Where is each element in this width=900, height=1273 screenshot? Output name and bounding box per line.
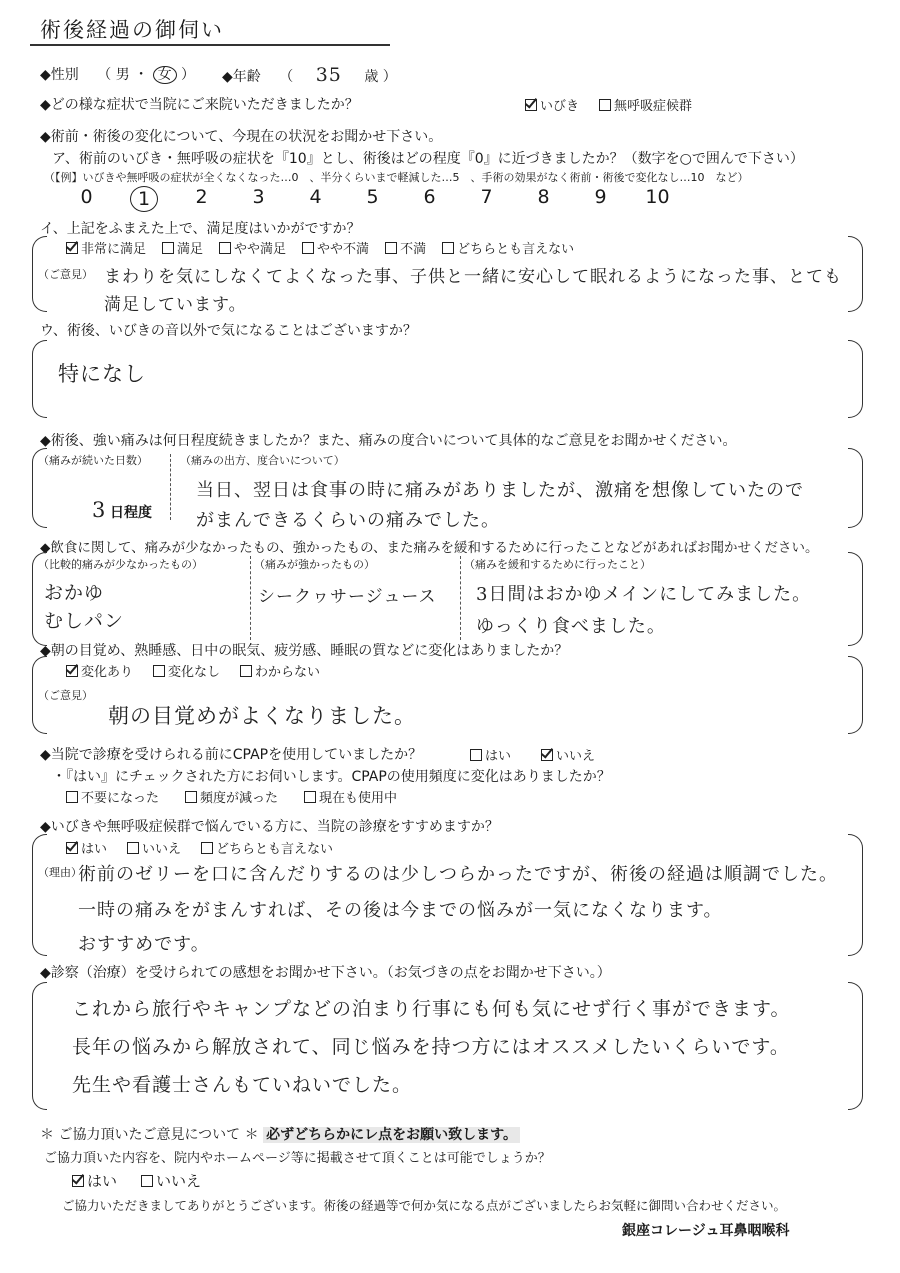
morning-option-changed[interactable]: 変化あり	[66, 661, 133, 680]
scale-6[interactable]: 6	[423, 186, 436, 208]
satisfaction-option-very-satisfied[interactable]: 非常に満足	[66, 238, 146, 257]
scale-10[interactable]: 10	[645, 186, 670, 208]
recommend-bracket-left	[32, 834, 47, 956]
recommend-reason-line3[interactable]: おすすめです。	[78, 934, 210, 955]
recommend-question: ◆いびきや無呼吸症候群で悩んでいる方に、当院の診療をすすめますか？	[40, 819, 499, 835]
age-close: ）	[382, 69, 397, 85]
permission-option-no[interactable]: いいえ	[141, 1170, 201, 1191]
age-open: （	[279, 69, 294, 85]
pain-detail-label: （痛みの出方、度合いについて）	[180, 454, 345, 467]
morning-options	[66, 661, 320, 680]
satisfaction-option-neither[interactable]: どちらとも言えない	[442, 238, 574, 257]
age-unit: 歳	[364, 69, 379, 85]
cpap-question: ◆当院で診療を受けられる前にCPAPを使用していましたか？	[40, 747, 423, 763]
morning-question: ◆朝の目覚め、熟睡感、日中の眠気、疲労感、睡眠の質などに変化はありましたか？	[40, 643, 569, 659]
diet-strong-item-1[interactable]: シークヮサージュース	[258, 587, 437, 607]
footer-permission-question: ご協力頂いた内容を、院内やホームページ等に掲載させて頂くことは可能でしょうか？	[44, 1151, 551, 1166]
diet-relief-line2[interactable]: ゆっくり食べました。	[476, 616, 666, 637]
recommend-bracket-right	[848, 834, 863, 956]
satisfaction-option-somewhat-satisfied[interactable]: やや満足	[219, 238, 286, 257]
recommend-option-yes[interactable]: はい	[66, 838, 107, 857]
change-heading: ◆術前・術後の変化について、今現在の状況をお聞かせ下さい。	[40, 129, 443, 145]
other-concerns-question: ウ、術後、いびきの音以外で気になることはございますか？	[40, 323, 417, 339]
page-title: 術後経過の御伺い	[40, 18, 224, 42]
gender-female-circled[interactable]: 女	[153, 66, 177, 84]
checkbox-icon[interactable]	[201, 842, 213, 854]
checkbox-icon[interactable]	[470, 749, 482, 761]
checkbox-checked-icon[interactable]	[541, 749, 553, 761]
checkbox-icon[interactable]	[304, 791, 316, 803]
checkbox-checked-icon[interactable]	[66, 665, 78, 677]
impressions-line1[interactable]: これから旅行やキャンプなどの泊まり行事にも何も気にせず行く事ができます。	[72, 998, 791, 1020]
cpap-followup-options	[66, 787, 397, 806]
age-value[interactable]: 35	[315, 64, 342, 86]
change-question-a: ア、術前のいびき・無呼吸の症状を『10』とし、術後はどの程度『0』に近づきましたか？（数字を○で囲んで下さい）	[52, 151, 804, 167]
symptom-option-snoring[interactable]: いびき	[525, 95, 579, 114]
diet-less-item-2[interactable]: むしパン	[44, 610, 125, 632]
scale-2[interactable]: 2	[195, 186, 208, 208]
satisfaction-opinion-line2[interactable]: 満足しています。	[104, 295, 247, 315]
satisfaction-option-satisfied[interactable]: 満足	[162, 238, 203, 257]
cpap-option-yes[interactable]: はい	[470, 745, 511, 764]
satisfaction-option-somewhat-dissatisfied[interactable]: やや不満	[302, 238, 369, 257]
clinic-name: 銀座コレージュ耳鼻咽喉科	[622, 1223, 790, 1239]
cpap-option-still-using[interactable]: 現在も使用中	[304, 787, 397, 806]
pain-detail-line2[interactable]: がまんできるくらいの痛みでした。	[196, 510, 500, 531]
pain-days-unit: 日程度	[110, 505, 152, 521]
checkbox-icon[interactable]	[162, 242, 174, 254]
cpap-option-unneeded[interactable]: 不要になった	[66, 787, 159, 806]
cpap-option-reduced[interactable]: 頻度が減った	[185, 787, 278, 806]
recommend-option-neither[interactable]: どちらとも言えない	[201, 838, 333, 857]
impressions-line3[interactable]: 先生や看護士さんもていねいでした。	[72, 1074, 413, 1096]
diet-question: ◆飲食に関して、痛みが少なかったもの、強かったもの、また痛みを緩和するために行ったことなどがあればお聞かせください。	[40, 540, 819, 556]
checkbox-checked-icon[interactable]	[525, 99, 537, 111]
recommend-reason-line1[interactable]: 術前のゼリーを口に含んだりするのは少しつらかったですが、術後の経過は順調でした。	[78, 864, 838, 885]
satisfaction-opinion-label: （ご意見）	[38, 268, 93, 281]
gender-dot: ・	[134, 67, 149, 83]
pain-days-value[interactable]: 3	[92, 498, 107, 522]
change-example: （【例】いびきや無呼吸の症状が全くなくなった…0 、半分くらいまで軽減した…5 、手術の効果がなく術前・術後で変化なし…10 など）	[44, 171, 749, 184]
gender-open: （	[97, 67, 112, 83]
cpap-options	[470, 745, 595, 764]
checkbox-icon[interactable]	[185, 791, 197, 803]
scale-4[interactable]: 4	[309, 186, 322, 208]
gender-close: ）	[181, 67, 196, 83]
footer-permission-options	[72, 1170, 201, 1191]
improvement-scale	[58, 186, 686, 212]
gender-male[interactable]: 男	[115, 67, 130, 83]
diet-relief-label: （痛みを緩和するために行ったこと）	[464, 558, 651, 571]
diet-separator-2	[460, 556, 461, 640]
checkbox-icon[interactable]	[385, 242, 397, 254]
footer-note-text: ＊ ご協力頂いたご意見について ＊	[40, 1127, 259, 1143]
impressions-bracket-right	[848, 982, 863, 1110]
morning-opinion-label: （ご意見）	[38, 689, 93, 702]
pain-separator	[170, 454, 171, 520]
impressions-question: ◆診察（治療）を受けられての感想をお聞かせ下さい。（お気づきの点をお聞かせ下さい。）	[40, 965, 611, 981]
checkbox-checked-icon[interactable]	[66, 842, 78, 854]
pain-detail-line1[interactable]: 当日、翌日は食事の時に痛みがありましたが、激痛を想像していたので	[196, 480, 804, 501]
scale-7[interactable]: 7	[480, 186, 493, 208]
title-underline	[30, 44, 390, 46]
impressions-line2[interactable]: 長年の悩みから解放されて、同じ悩みを持つ方にはオススメしたいくらいです。	[72, 1036, 790, 1058]
footer-note	[40, 1124, 520, 1144]
checkbox-icon[interactable]	[442, 242, 454, 254]
diet-less-item-1[interactable]: おかゆ	[44, 582, 105, 604]
cpap-option-no[interactable]: いいえ	[541, 745, 595, 764]
scale-8[interactable]: 8	[537, 186, 550, 208]
checkbox-icon[interactable]	[66, 791, 78, 803]
diet-strong-label: （痛みが強かったもの）	[254, 558, 375, 571]
age-label: ◆年齢	[222, 69, 261, 85]
scale-1-selected[interactable]: 1	[130, 186, 158, 212]
morning-option-unchanged[interactable]: 変化なし	[153, 661, 220, 680]
symptom-question: ◆どの様な症状で当院にご来院いただきましたか？	[40, 97, 359, 113]
diet-less-label: （比較的痛みが少なかったもの）	[38, 558, 203, 571]
checkbox-icon[interactable]	[153, 665, 165, 677]
morning-option-unknown[interactable]: わからない	[240, 661, 320, 680]
diet-separator-1	[250, 556, 251, 640]
recommend-reason-line2[interactable]: 一時の痛みをがまんすれば、その後は今までの悩みが一気になくなります。	[78, 900, 723, 921]
symptom-options	[525, 95, 692, 114]
footer-note-bold: 必ずどちらかにレ点をお願い致します。	[263, 1127, 520, 1143]
other-concerns-bracket-left	[32, 340, 47, 418]
scale-3[interactable]: 3	[252, 186, 265, 208]
checkbox-icon[interactable]	[127, 842, 139, 854]
checkbox-icon[interactable]	[599, 99, 611, 111]
scale-5[interactable]: 5	[366, 186, 379, 208]
satisfaction-options	[66, 238, 574, 257]
satisfaction-question: イ、上記をふまえた上で、満足度はいかがですか？	[40, 221, 361, 237]
pain-question: ◆術後、強い痛みは何日程度続きましたか？また、痛みの度合いについて具体的なご意見をお聞かせください。	[40, 433, 737, 449]
recommend-reason-label: （理由）	[38, 866, 82, 879]
satisfaction-bracket-right	[848, 236, 863, 312]
impressions-bracket-left	[32, 982, 47, 1110]
morning-bracket-right	[848, 656, 863, 734]
scale-9[interactable]: 9	[594, 186, 607, 208]
satisfaction-opinion-line1[interactable]: まわりを気にしなくてよくなった事、子供と一緒に安心して眠れるようになった事、とても	[104, 267, 842, 287]
symptom-option-apnea[interactable]: 無呼吸症候群	[599, 95, 692, 114]
cpap-followup: ・『はい』にチェックされた方にお伺いします。CPAPの使用頻度に変化はありましたか？	[52, 769, 611, 785]
morning-opinion[interactable]: 朝の目覚めがよくなりました。	[108, 704, 416, 728]
other-concerns-bracket-right	[848, 340, 863, 418]
age-row	[222, 64, 397, 86]
recommend-options	[66, 838, 333, 857]
permission-option-yes[interactable]: はい	[72, 1170, 117, 1191]
footer-thanks: ご協力いただきましてありがとうございます。術後の経過等で何か気になる点がございましたらお気軽に御問い合わせください。	[62, 1198, 787, 1213]
diet-relief-line1[interactable]: 3日間はおかゆメインにしてみました。	[476, 584, 812, 605]
checkbox-icon[interactable]	[219, 242, 231, 254]
gender-row	[40, 64, 195, 84]
other-concerns-answer[interactable]: 特になし	[58, 362, 146, 386]
satisfaction-option-dissatisfied[interactable]: 不満	[385, 238, 426, 257]
pain-days-label: （痛みが続いた日数）	[38, 454, 148, 467]
checkbox-checked-icon[interactable]	[72, 1175, 84, 1187]
checkbox-icon[interactable]	[240, 665, 252, 677]
scale-0[interactable]: 0	[80, 186, 93, 208]
checkbox-icon[interactable]	[302, 242, 314, 254]
checkbox-checked-icon[interactable]	[66, 242, 78, 254]
diet-bracket-right	[848, 552, 863, 646]
pain-bracket-right	[848, 448, 863, 528]
recommend-option-no[interactable]: いいえ	[127, 838, 181, 857]
gender-label: ◆性別	[40, 67, 79, 83]
checkbox-icon[interactable]	[141, 1175, 153, 1187]
